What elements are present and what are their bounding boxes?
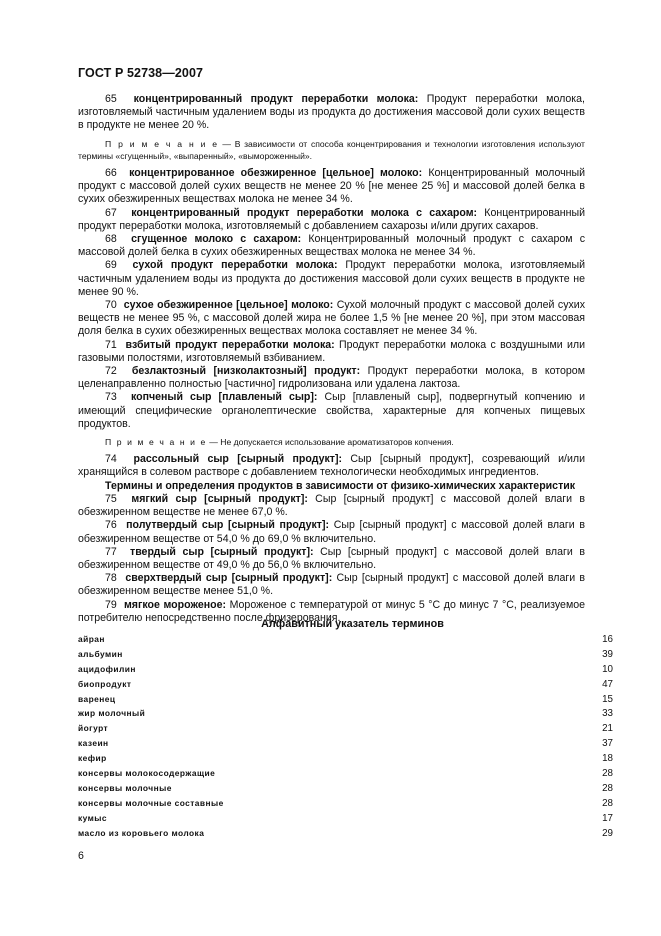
term-definition: Сухой молочный продукт с массовой долей сухих веществ не менее 95 %, с массовой долей жира не более 1,5 % [не менее 20 %], при этом массовая доля белка в сухих обезжиренных веществах молока составляет не менее 34 %.: [78, 299, 586, 338]
index-row: [78, 649, 613, 664]
term-title: концентрированный продукт переработки молока с сахаром:: [131, 206, 478, 219]
term-entry-70: [78, 299, 585, 339]
term-entry-66: [78, 167, 585, 207]
term-number: 71: [105, 338, 117, 351]
index-page-ref: 10: [602, 663, 613, 675]
term-entry-72: [78, 365, 585, 391]
term-entry-74: [78, 453, 585, 479]
alphabetical-index: [78, 618, 613, 842]
term-title: взбитый продукт переработки молока:: [125, 338, 335, 351]
section-heading: Термины и определения продуктов в зависимости от физико-химических характеристик: [105, 479, 576, 492]
term-title: копченый сыр [плавленый сыр]:: [130, 391, 318, 404]
term-title: концентрированный продукт переработки молока:: [133, 93, 419, 105]
term-entry-69: [78, 259, 585, 299]
index-page-ref: 28: [602, 782, 613, 794]
index-term: казеин: [78, 738, 109, 749]
note-label: П р и м е ч а н и е: [105, 138, 219, 149]
index-page-ref: 16: [602, 634, 613, 645]
index-row: [78, 783, 613, 798]
term-number: 70: [105, 299, 117, 312]
index-row: [78, 679, 613, 694]
term-number: 73: [105, 391, 117, 404]
term-entry-77: [78, 546, 585, 572]
term-definition: Продукт переработки молока с воздушными или газовыми полостями, изготовляемый взбиванием.: [78, 338, 586, 364]
index-term: ацидофилин: [78, 663, 136, 674]
index-page-ref: 15: [602, 693, 613, 705]
term-title: сухой продукт переработки молока:: [132, 259, 338, 272]
index-term: йогурт: [78, 723, 109, 734]
term-entry-67: [78, 207, 585, 233]
index-page-ref: 28: [602, 768, 613, 780]
term-title: сверхтвердый сыр [сырный продукт]:: [125, 572, 333, 585]
index-row: [78, 664, 613, 679]
index-page-ref: 47: [602, 678, 613, 690]
term-number: 76: [105, 519, 117, 532]
index-page-ref: 18: [602, 753, 613, 765]
index-row: [78, 813, 613, 828]
note-73: [78, 436, 585, 448]
index-list: [78, 634, 613, 842]
term-entry-73: [78, 391, 585, 431]
term-number: 75: [105, 492, 117, 505]
index-term: биопродукт: [78, 678, 132, 689]
index-row: [78, 634, 613, 649]
term-entry-65: [78, 93, 585, 133]
index-term: консервы молочные: [78, 782, 172, 793]
index-term: жир молочный: [78, 708, 146, 719]
index-page-ref: 28: [602, 797, 613, 809]
term-number: 65: [105, 93, 117, 105]
term-number: 67: [105, 206, 117, 219]
term-definition: Сыр [плавленый сыр], подвергнутый копчению и имеющий специфические органолептические свойства, характерные для копченых пищевых продуктов.: [78, 391, 585, 430]
term-entry-76: [78, 519, 585, 545]
term-definition: Сыр [сырный продукт] с массовой долей влаги в обезжиренном веществе от 54,0 % до 69,0 % включительно.: [78, 519, 585, 545]
term-definition: Концентрированный молочный продукт с массовой долей сухих веществ не менее 20 % [не менее 25 %] и массовой долей белка в сухих обезжиренных веществах молока не менее 34 %.: [78, 167, 586, 206]
term-title: концентрированное обезжиренное [цельное] молоко:: [129, 167, 423, 180]
term-entry-71: [78, 339, 585, 365]
index-row: [78, 753, 613, 768]
term-number: 69: [105, 259, 117, 272]
note-65: [78, 138, 585, 162]
term-title: рассольный сыр [сырный продукт]:: [133, 453, 343, 466]
term-title: мягкое мороженое:: [123, 598, 227, 611]
term-number: 79: [105, 598, 117, 611]
term-number: 78: [105, 572, 117, 585]
term-definition: Сыр [сырный продукт] с массовой долей влаги в обезжиренном веществе от 49,0 % до 56,0 % включительно.: [78, 545, 585, 571]
term-definition: Продукт переработки молока, изготовляемый частичным удалением воды из продукта до достижения массовой доли сухих веществ в продукте не менее 20 %.: [78, 93, 585, 132]
term-number: 68: [105, 233, 117, 246]
index-page-ref: 39: [602, 648, 613, 660]
index-term: кефир: [78, 753, 107, 764]
term-number: 72: [105, 365, 117, 378]
index-row: [78, 828, 613, 843]
index-term: кумыс: [78, 812, 107, 823]
term-definition: Мороженое с температурой от минус 5 °С до минус 7 °С, реализуемое потребителю непосредственно после фризерования.: [78, 598, 586, 624]
index-term: консервы молокосодержащие: [78, 768, 216, 779]
index-term: масло из коровьего молока: [78, 827, 205, 838]
index-term: альбумин: [78, 648, 123, 659]
term-definition: Концентрированный молочный продукт с сахаром с массовой долей белка в сухих обезжиренных веществах молока не менее 34 %.: [78, 233, 586, 259]
note-text: — В зависимости от способа концентрирования и технологии изготовления используют термины «сгущенный», «выпаренный», «вымороженный».: [78, 138, 585, 161]
index-page-ref: 17: [602, 812, 613, 824]
index-row: [78, 738, 613, 753]
term-title: сгущенное молоко с сахаром:: [131, 233, 302, 246]
index-term: айран: [78, 634, 105, 644]
index-term: варенец: [78, 693, 116, 704]
term-number: 74: [105, 453, 117, 466]
term-definition: Концентрированный продукт переработки молока, изготовляемый с добавлением сахарозы и/или других сахаров.: [78, 206, 585, 232]
term-definition: Продукт переработки молока, в котором целенаправленно полностью [частично] гидролизована или удалена лактоза.: [78, 365, 585, 391]
term-number: 77: [105, 545, 117, 558]
note-label: П р и м е ч а н и е: [105, 437, 207, 448]
term-number: 66: [105, 167, 117, 180]
term-definition: Сыр [сырный продукт] с массовой долей влаги в обезжиренном веществе не менее 67,0 %.: [78, 492, 585, 519]
term-entry-75: [78, 493, 585, 519]
index-row: [78, 768, 613, 783]
index-row: [78, 723, 613, 738]
term-definition: Сыр [сырный продукт], созревающий и/или хранящийся в солевом растворе с добавлением технологически необходимых ингредиентов.: [78, 453, 586, 479]
term-title: мягкий сыр [сырный продукт]:: [131, 492, 308, 505]
term-title: безлактозный [низколактозный] продукт:: [131, 365, 361, 378]
index-page-ref: 33: [602, 708, 613, 720]
index-term: консервы молочные составные: [78, 797, 224, 808]
page-number: 6: [78, 850, 84, 862]
term-definition: Продукт переработки молока, изготовляемый частичным удалением воды из продукта до достижения массовой доли сухих веществ в продукте не менее 90 %.: [78, 259, 586, 298]
index-row: [78, 708, 613, 723]
note-text: — Не допускается использование ароматизаторов копчения.: [206, 437, 454, 448]
index-page-ref: 21: [602, 723, 613, 735]
term-title: сухое обезжиренное [цельное] молоко:: [123, 299, 334, 312]
term-entry-68: [78, 233, 585, 259]
term-title: твердый сыр [сырный продукт]:: [130, 545, 314, 558]
index-title: Алфавитный указатель терминов: [261, 618, 444, 630]
index-page-ref: 29: [602, 827, 613, 839]
term-title: полутвердый сыр [сырный продукт]:: [126, 519, 330, 532]
index-row: [78, 798, 613, 813]
index-row: [78, 694, 613, 709]
term-entry-78: [78, 572, 585, 598]
terms-body: [78, 93, 585, 625]
index-page-ref: 37: [602, 738, 613, 750]
document-header: ГОСТ Р 52738—2007: [78, 66, 204, 80]
term-definition: Сыр [сырный продукт] с массовой долей влаги в обезжиренном веществе менее 51,0 %.: [78, 572, 586, 598]
